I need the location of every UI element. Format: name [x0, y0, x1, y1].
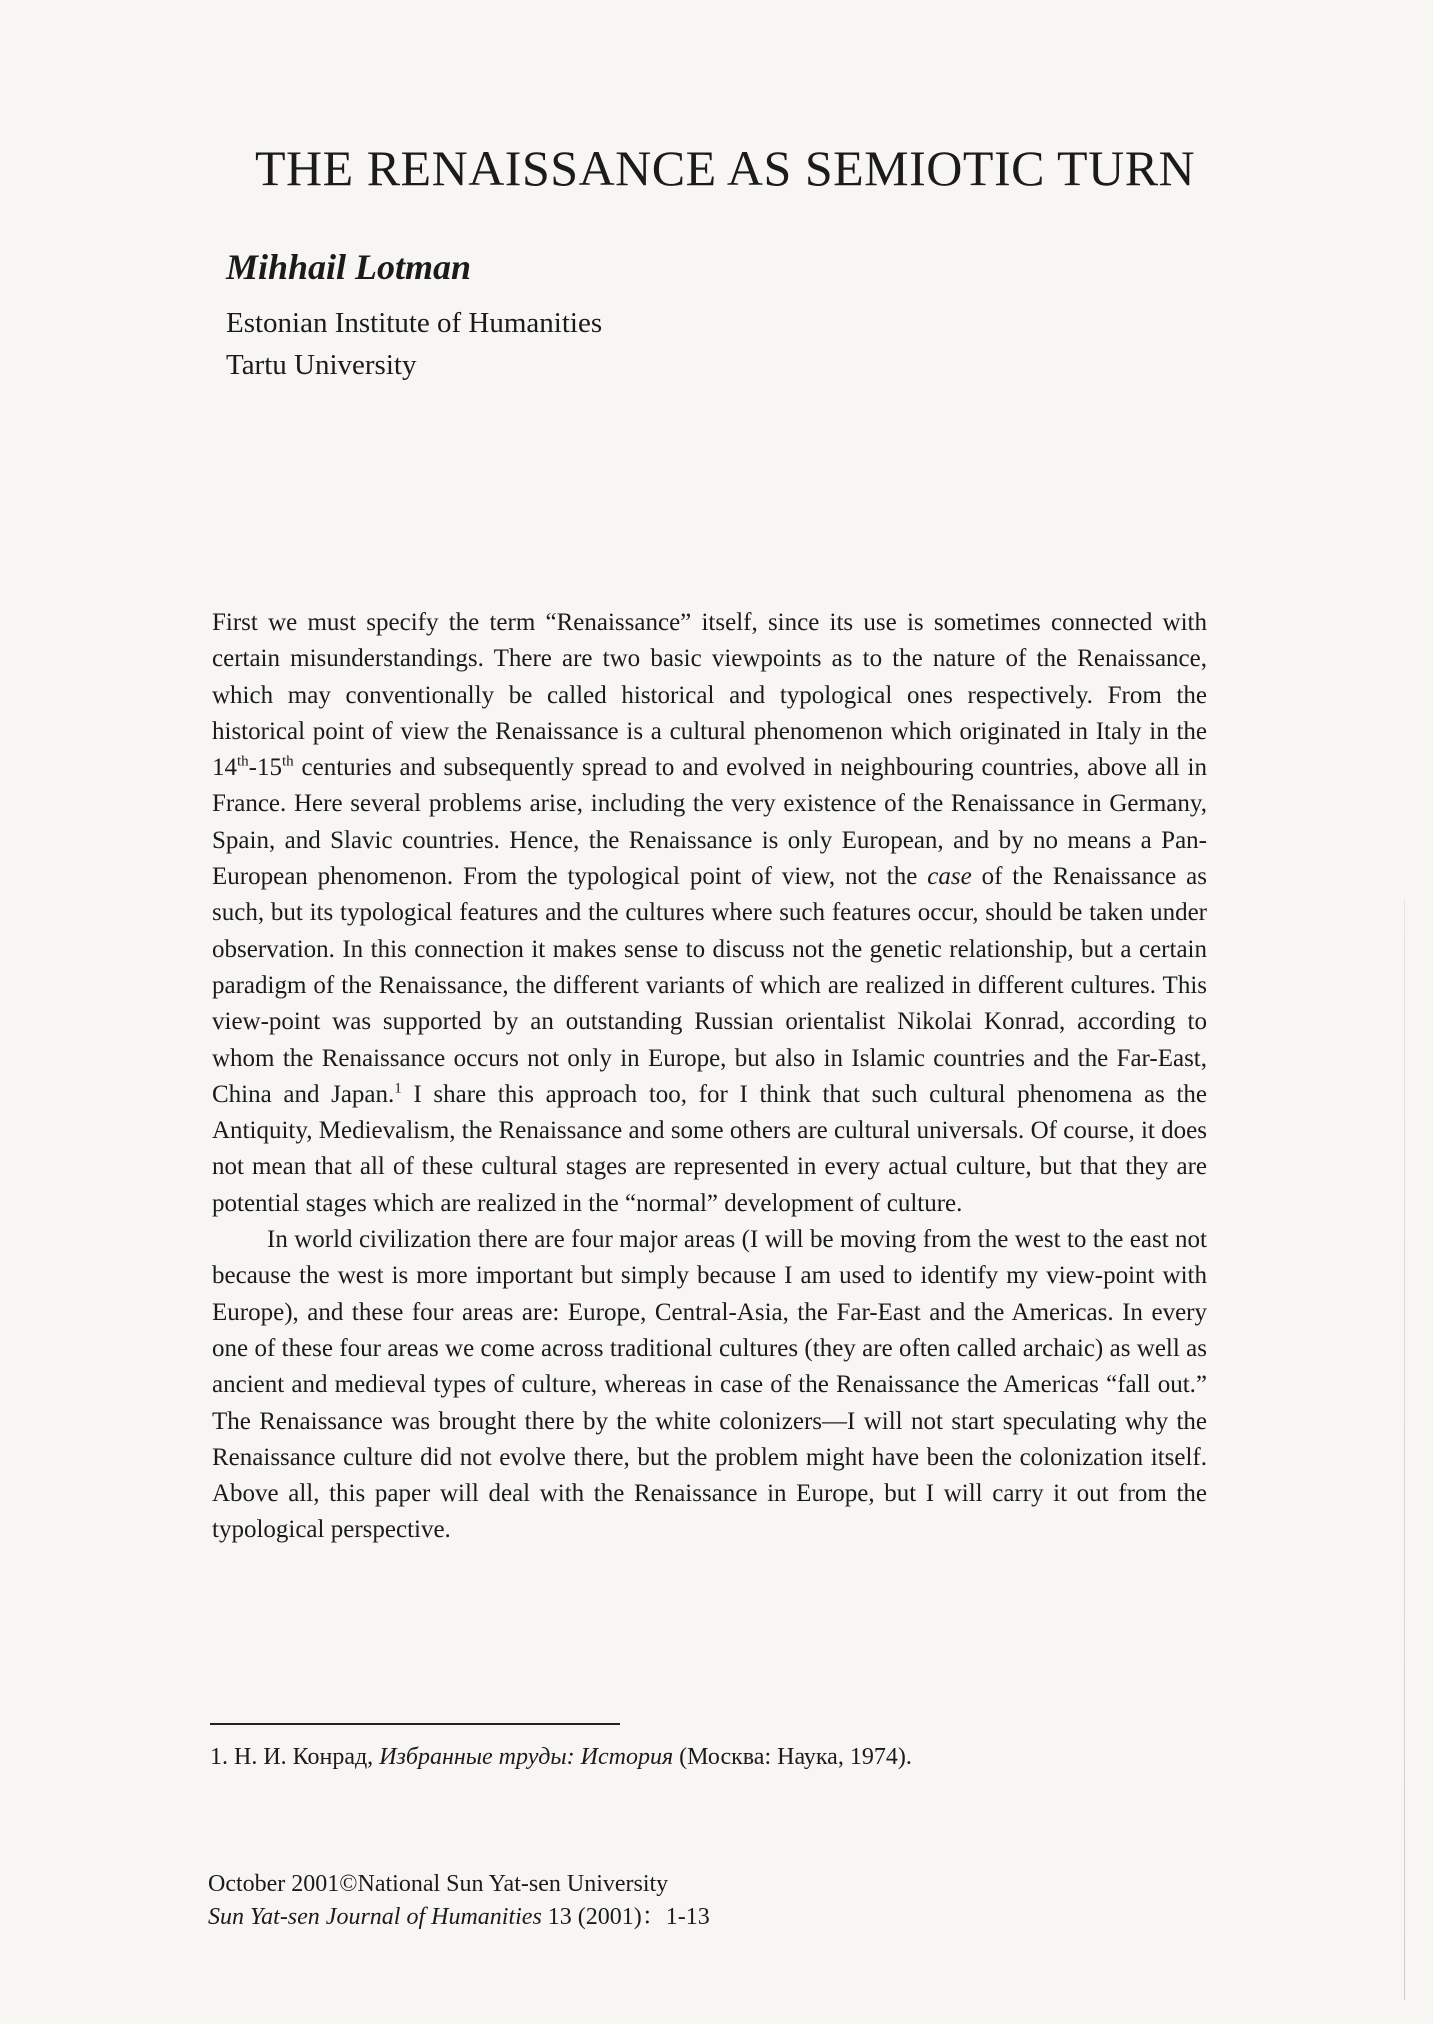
publication-info: [208, 1868, 710, 1934]
author-name: Mihhail Lotman: [226, 247, 472, 287]
footnote-cited-title: Избранные труды: История: [379, 1744, 674, 1770]
paragraph-2: In world civilization there are four major areas (I will be moving from the west to the east not because the west is more important but simply because I am used to identify my view-point with Europe), and these four areas are: Europe, Central-Asia, the Far-East and the Americas. In every one of these four areas we come across traditional cultures (they are often called archaic) as well as ancient and medieval types of culture, whereas in case of the Renaissance the Americas “fall out.” The Renaissance was brought there by the white colonizers—I will not start speculating why the Renaissance culture did not evolve there, but the problem might have been the colonization itself. Above all, this paper will deal with the Renaissance in Europe, but I will carry it out from the typological perspective.: [212, 1226, 1207, 1544]
footnote-reference[interactable]: 1: [394, 1080, 402, 1097]
publication-date-line: October 2001©National Sun Yat-sen University: [208, 1871, 669, 1897]
affiliation-institute: Estonian Institute of Humanities: [226, 307, 603, 339]
footnote-suffix: (Москва: Наука, 1974).: [673, 1744, 912, 1770]
p1-segment-3: centuries and subsequently spread to and evolved in neighbouring countries, above all in France. Here several problems arise, including the very existence of the Renaissance in Germany, Spain, and Slavic countries. Hence, the Renaissance is only European, and by no means a Pan-European phenomenon. From the typological point of view, not the: [212, 754, 1207, 891]
paragraph-1: [212, 605, 1207, 1222]
p1-segment-2: -15: [248, 754, 282, 782]
p1-sup-1: th: [237, 753, 249, 770]
p1-sup-2: th: [282, 753, 294, 770]
p1-segment-1: First we must specify the term “Renaissance” itself, since its use is sometimes connected with certain misunderstandings. There are two basic viewpoints as to the nature of the Renaissance, which may conventionally be called historical and typological ones respectively. From the historical point of view the Renaissance is a cultural phenomenon which originated in Italy in the 14: [212, 609, 1207, 782]
affiliation-university: Tartu University: [226, 349, 417, 381]
paper-title: THE RENAISSANCE AS SEMIOTIC TURN: [255, 140, 1196, 196]
body-text: [212, 605, 1207, 1549]
scan-edge-shadow: [1404, 900, 1405, 2000]
journal-citation: [208, 1901, 710, 1934]
affiliations: [226, 302, 602, 386]
p1-segment-4: of the Renaissance as such, but its typological features and the cultures where such features occur, should be taken under observation. In this connection it makes sense to discuss not the genetic relationship, but a certain paradigm of the Renaissance, the different variants of which are realized in different cultures. This view-point was supported by an outstanding Russian orientalist Nikolai Konrad, according to whom the Renaissance occurs not only in Europe, but also in Islamic countries and the Far-East, China and Japan.: [212, 863, 1207, 1108]
p1-segment-5: I share this approach too, for I think that such cultural phenomena as the Antiquity, Medievalism, the Renaissance and some others are cultural universals. Of course, it does not mean that all of these cultural stages are represented in every actual culture, but that they are potential stages which are realized in the “normal” development of culture.: [212, 1080, 1207, 1217]
footnote-prefix: 1. Н. И. Конрад,: [210, 1744, 380, 1770]
footnote-divider: [210, 1723, 620, 1725]
p1-emphasis: case: [927, 863, 972, 891]
journal-name: Sun Yat-sen Journal of Humanities: [208, 1904, 542, 1930]
journal-volume-pages: 13 (2001)：1-13: [541, 1904, 710, 1930]
footnote-1: [210, 1744, 912, 1771]
